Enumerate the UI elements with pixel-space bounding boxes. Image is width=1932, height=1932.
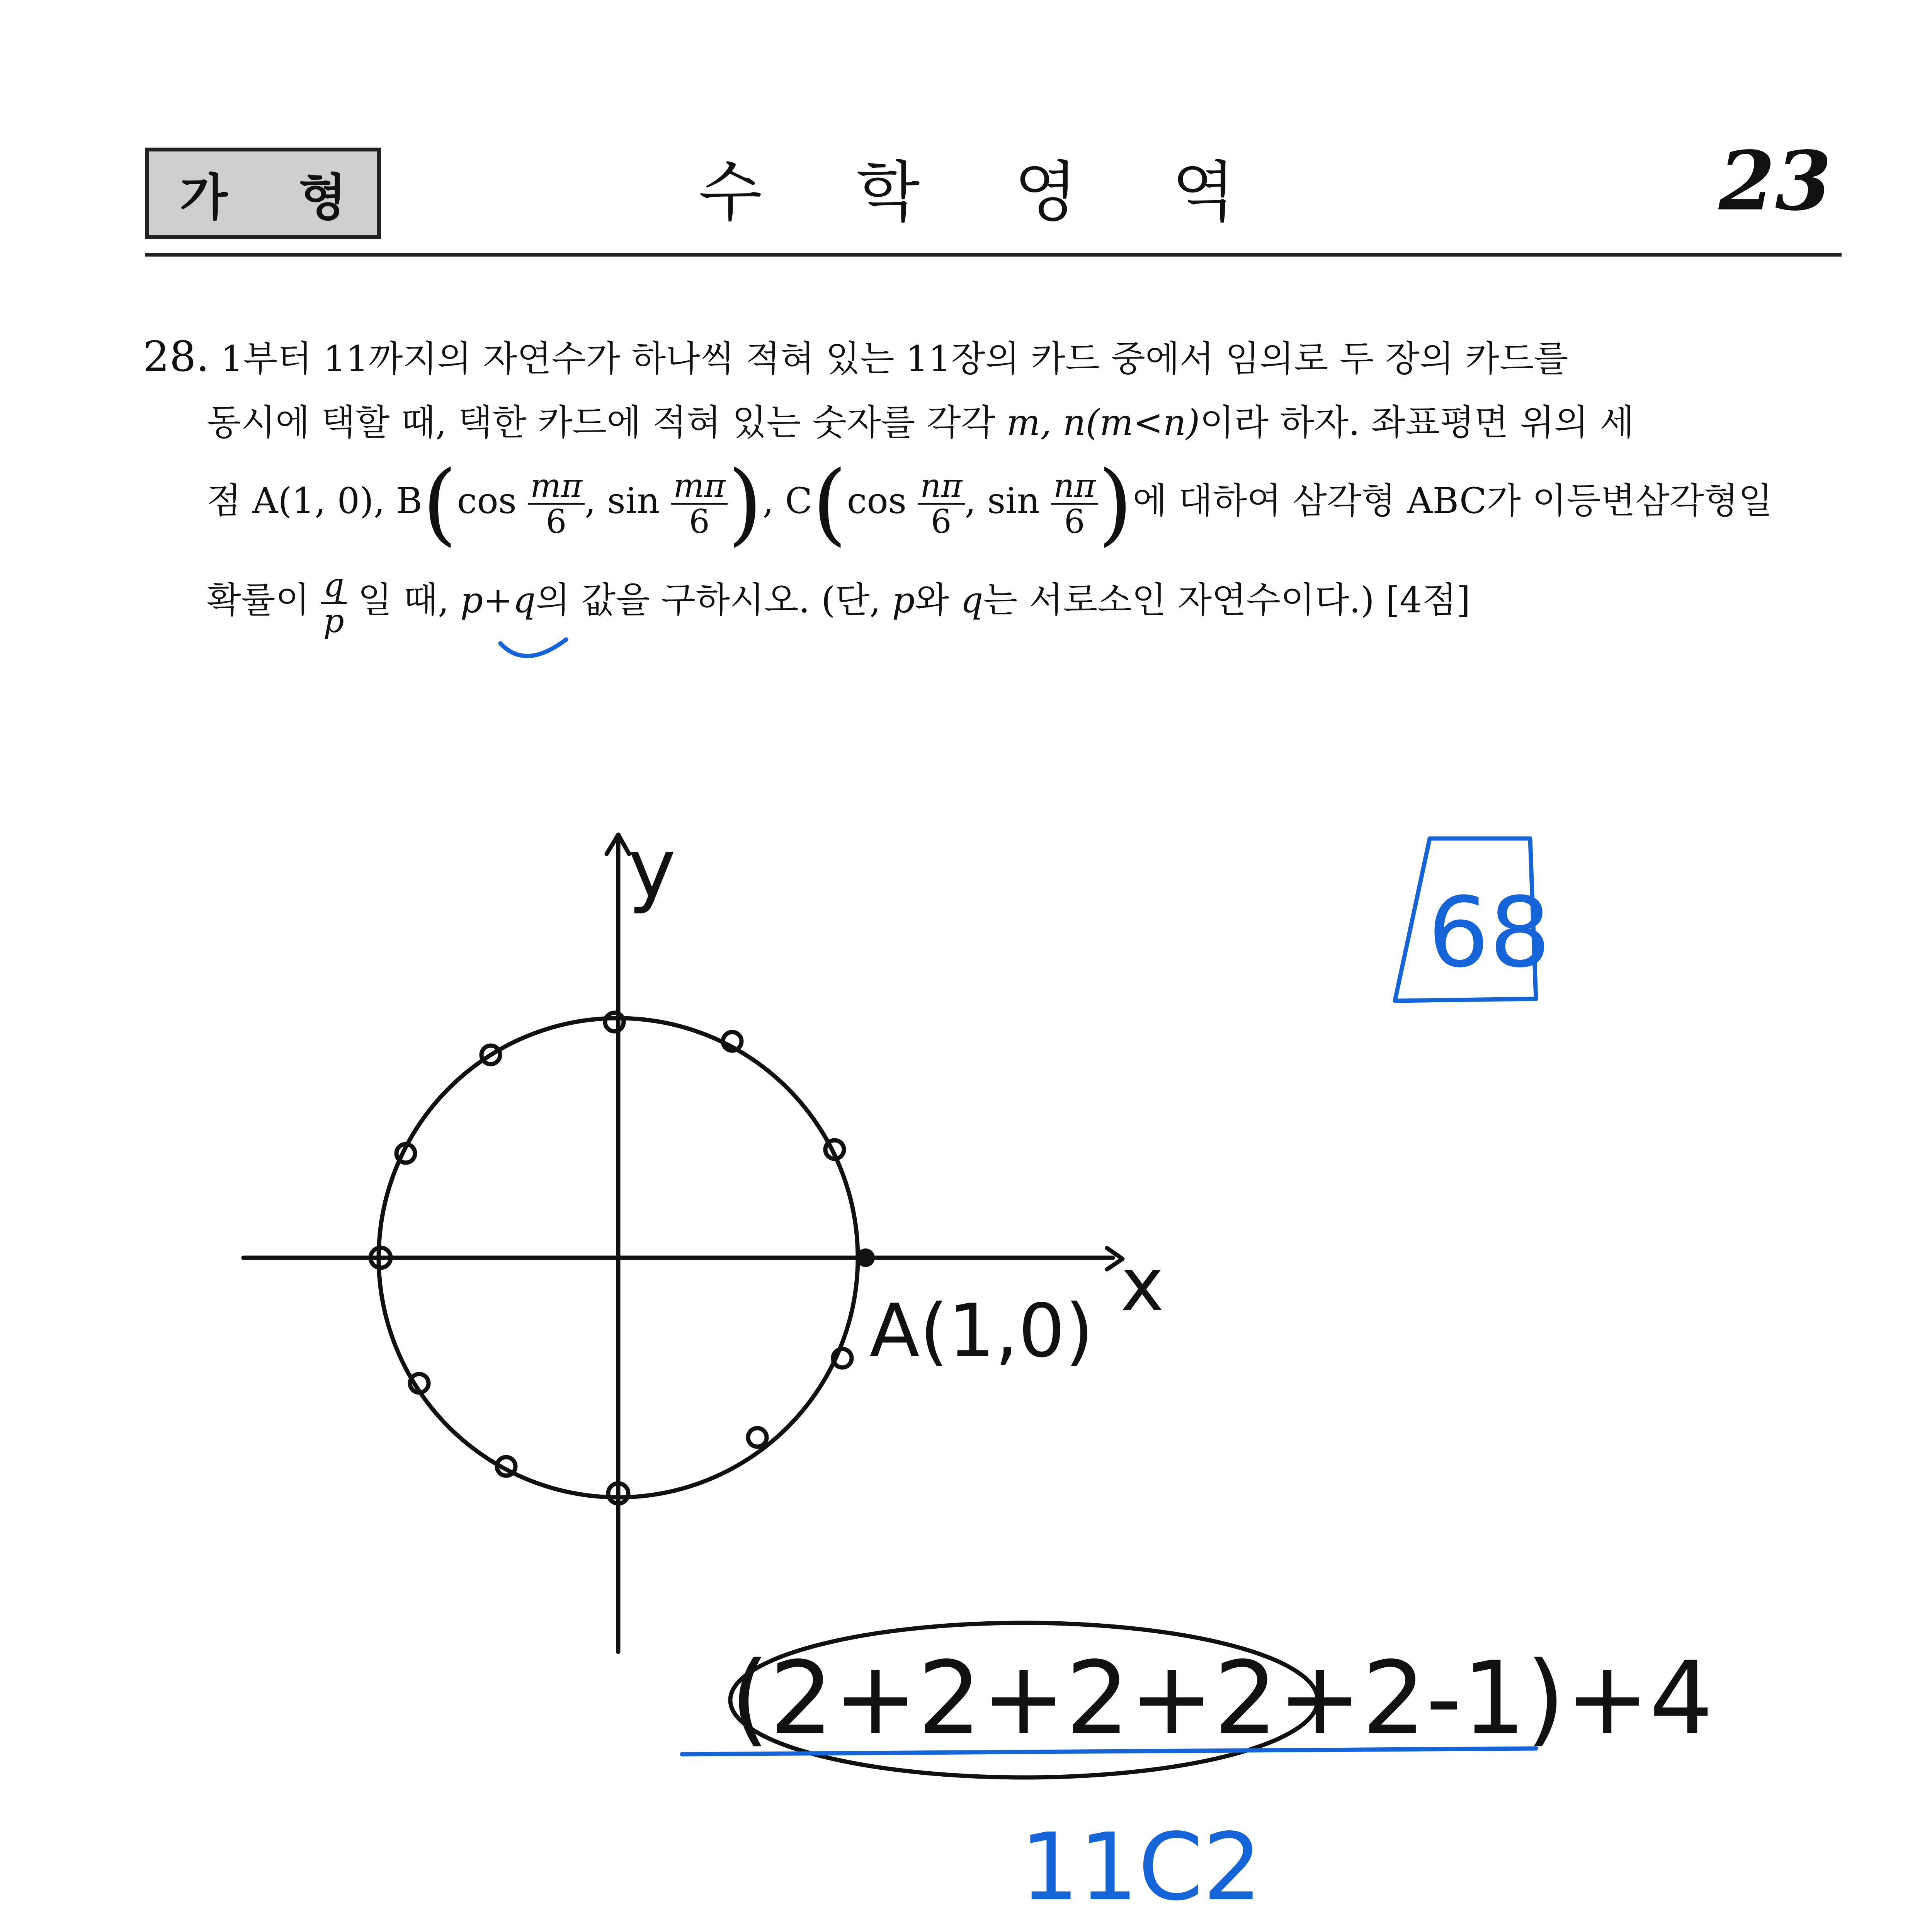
- x-axis-label: x: [1121, 1242, 1164, 1327]
- exam-type-badge: 가 형: [145, 148, 381, 239]
- cos-c: cos: [847, 480, 906, 522]
- sin-c: sin: [987, 480, 1040, 522]
- paren-close-c: ): [1098, 452, 1133, 555]
- problem-line-3: 점 A(1, 0), B(cos $\frac{m\pi}{6}$ , sin $\frac{m\pi}{6}$ ), C(cos $\frac{n\pi}{6}$ , sin $\frac{n\pi}{6}$ )에 대하여 삼각형 ABC가 이등변삼각형일: [207, 452, 1773, 555]
- fraction-m-pi-6-a: $\frac{m\pi}{6}$: [528, 469, 585, 539]
- pq-underline: [500, 639, 566, 656]
- problem-text-2b: 이라 하자. 좌표평면 위의 세: [1200, 402, 1634, 443]
- fraction-q-over-p: $\frac{q}{p}$: [321, 568, 347, 638]
- paren-open-c: (: [812, 452, 847, 555]
- problem-text-2a: 동시에 택할 때, 택한 카드에 적혀 있는 숫자를 각각: [207, 402, 1007, 443]
- problem-line-4: 확률이 $\frac{q}{p}$ 일 때, p+q의 값을 구하시오. (단, p와 q는 서로소인 자연수이다.) [4점]: [207, 566, 1471, 640]
- combination-11c2: 11C2: [1020, 1813, 1262, 1921]
- point-a-label: A(1,0): [869, 1288, 1094, 1374]
- problem-text-4b: 일 때,: [357, 579, 449, 621]
- fraction-n-pi-6-a: $\frac{n\pi}{6}$: [918, 469, 964, 539]
- problem-text-3b: 에 대하여 삼각형 ABC가 이등변삼각형일: [1133, 480, 1773, 522]
- problem-text-1: 1부터 11까지의 자연수가 하나씩 적혀 있는 11장의 카드 중에서 임의로 두 장의 카드를: [221, 338, 1568, 379]
- sin-b: sin: [607, 480, 660, 522]
- problem-number: 28.: [143, 333, 209, 381]
- problem-text-4e: 는 서로소인 자연수이다.) [4점]: [983, 579, 1471, 621]
- point-c-label: C: [785, 480, 813, 522]
- problem-math-pq: p+q: [460, 579, 536, 621]
- cos-b: cos: [457, 480, 517, 522]
- circle-point: [605, 1013, 624, 1031]
- page-number: 23: [1718, 133, 1832, 229]
- paren-close-b: ): [728, 452, 763, 555]
- problem-text-3a: 점 A(1, 0), B: [207, 480, 422, 522]
- fraction-m-pi-6-b: $\frac{m\pi}{6}$: [671, 469, 728, 539]
- y-axis-label: y: [628, 821, 676, 916]
- subject-title: 수 학 영 역: [699, 154, 1272, 231]
- paren-open-b: (: [422, 452, 457, 555]
- point-a-dot: [856, 1248, 875, 1267]
- count-expression: (2+2+2+2+2-1)+4: [730, 1640, 1713, 1757]
- problem-math-mn: m, n(m<n): [1006, 402, 1200, 443]
- answer-value: 68: [1428, 876, 1551, 989]
- problem-text-4a: 확률이: [207, 579, 310, 621]
- circle-point: [748, 1428, 767, 1447]
- problem-text-4c: 의 값을 구하시오. (단,: [536, 579, 892, 621]
- fraction-n-pi-6-b: $\frac{n\pi}{6}$: [1051, 469, 1098, 539]
